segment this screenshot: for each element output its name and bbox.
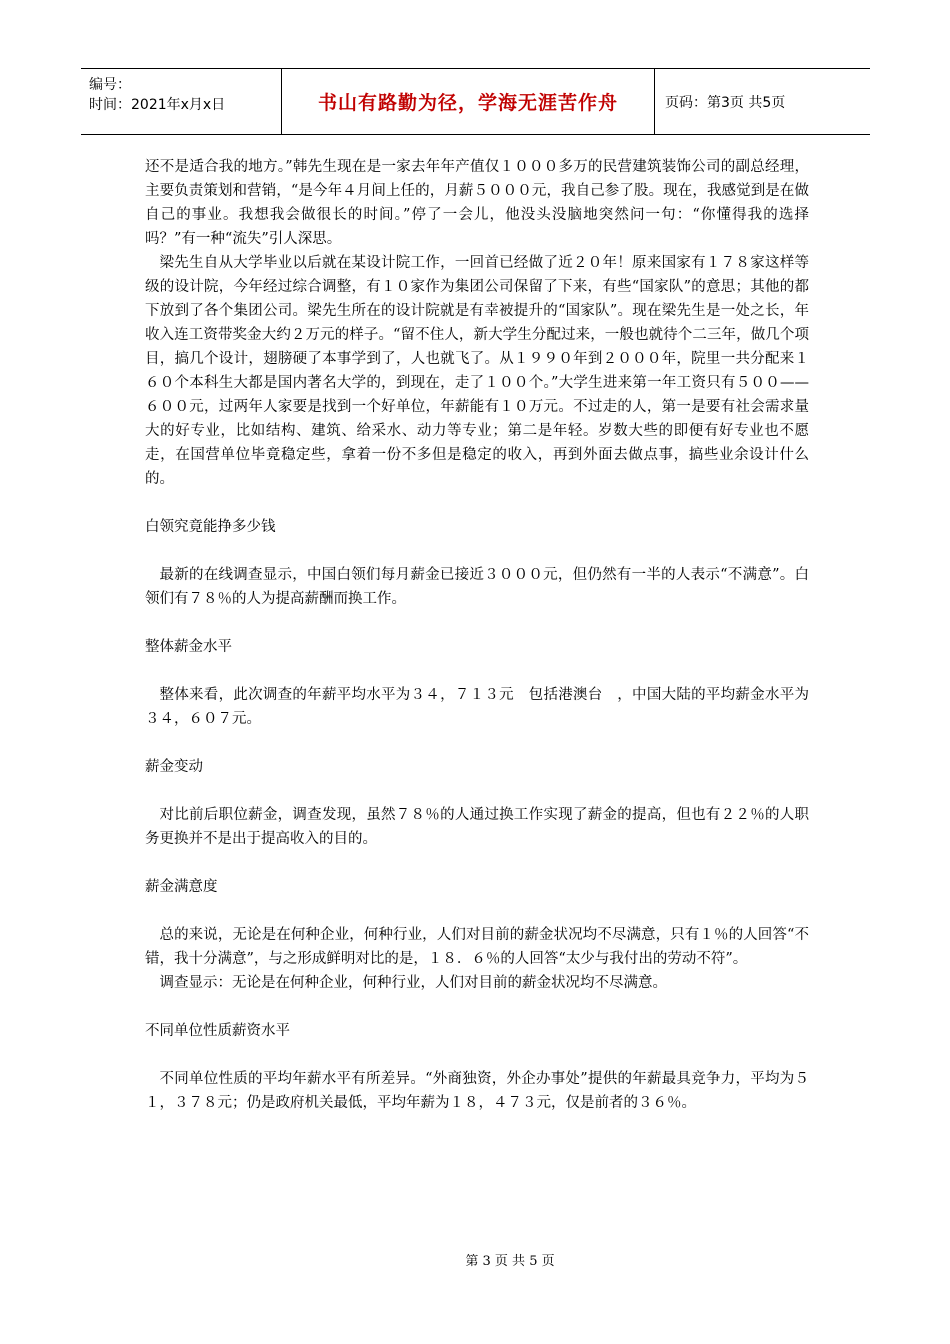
page-footer: 第 3 页 共 5 页 — [465, 1254, 555, 1269]
header-meta — [81, 69, 282, 134]
paragraph: 还不是适合我的地方。”韩先生现在是一家去年年产值仅１０００多万的民营建筑装饰公司的副总经理，主要负责策划和营销，“是今年４月间上任的，月薪５０００元，我自己参了股。现在，我感觉到是在做自己的事业。我想我会做很长的时间。”停了一会儿，他没头没脑地突然问一句：“你懂得我的选择吗？”有一种“流失”引人深思。 — [145, 159, 809, 247]
section-heading: 不同单位性质薪资水平 — [145, 1023, 290, 1039]
section-heading: 白领究竟能挣多少钱 — [145, 519, 276, 535]
paragraph: 梁先生自从大学毕业以后就在某设计院工作，一回首已经做了近２０年！原来国家有１７８家这样等级的设计院，今年经过综合调整，有１０家作为集团公司保留了下来，有些“国家队”的意思；其他的都下放到了各个集团公司。梁先生所在的设计院就是有幸被提升的“国家队”。现在梁先生是一处之长，年收入连工资带奖金大约２万元的样子。“留不住人，新大学生分配过来，一般也就待个二三年，做几个项目，搞几个设计，翅膀硬了本事学到了，人也就飞了。从１９９０年到２０００年，院里一共分配来１６０个本科生大都是国内著名大学的，到现在，走了１００个。”大学生进来第一年工资只有５００——６００元，过两年人家要是找到一个好单位，年薪能有１０万元。不过走的人，第一是要有社会需求量大的好专业，比如结构、建筑、给采水、动力等专业；第二是年轻。岁数大些的即便有好专业也不愿走，在国营单位毕竟稳定些，拿着一份不多但是稳定的收入，再到外面去做点事，搞些业余设计什么的。 — [145, 255, 809, 487]
paragraph: 对比前后职位薪金，调查发现，虽然７８％的人通过换工作实现了薪金的提高，但也有２２％的人职务更换并不是出于提高收入的目的。 — [145, 807, 809, 847]
paragraph: 最新的在线调查显示，中国白领们每月薪金已接近３０００元，但仍然有一半的人表示“不满意”。白领们有７８％的人为提高薪酬而换工作。 — [145, 567, 809, 607]
section-heading: 薪金满意度 — [145, 879, 218, 895]
document-body — [145, 155, 809, 1115]
paragraph: 整体来看，此次调查的年薪平均水平为３４，７１３元 包括港澳台 ，中国大陆的平均薪金水平为３４，６０７元。 — [145, 687, 809, 727]
header-page-info: 页码：第3页 共5页 — [665, 94, 786, 111]
number-label: 编号： — [89, 77, 131, 93]
page-header — [81, 68, 870, 135]
paragraph: 调查显示：无论是在何种企业，何种行业，人们对目前的薪金状况均不尽满意。 — [159, 975, 667, 991]
header-motto: 书山有路勤为径，学海无涯苦作舟 — [282, 69, 655, 134]
time-label: 时间：2021年x月x日 — [89, 97, 226, 113]
paragraph: 不同单位性质的平均年薪水平有所差异。“外商独资，外企办事处”提供的年薪最具竞争力，平均为５１，３７８元；仍是政府机关最低，平均年薪为１８，４７３元，仅是前者的３６％。 — [145, 1071, 809, 1111]
section-heading: 整体薪金水平 — [145, 639, 232, 655]
paragraph: 总的来说，无论是在何种企业，何种行业，人们对目前的薪金状况均不尽满意，只有１％的人回答“不错，我十分满意”，与之形成鲜明对比的是，１８．６％的人回答“太少与我付出的劳动不符”。 — [145, 927, 809, 967]
section-heading: 薪金变动 — [145, 759, 203, 775]
